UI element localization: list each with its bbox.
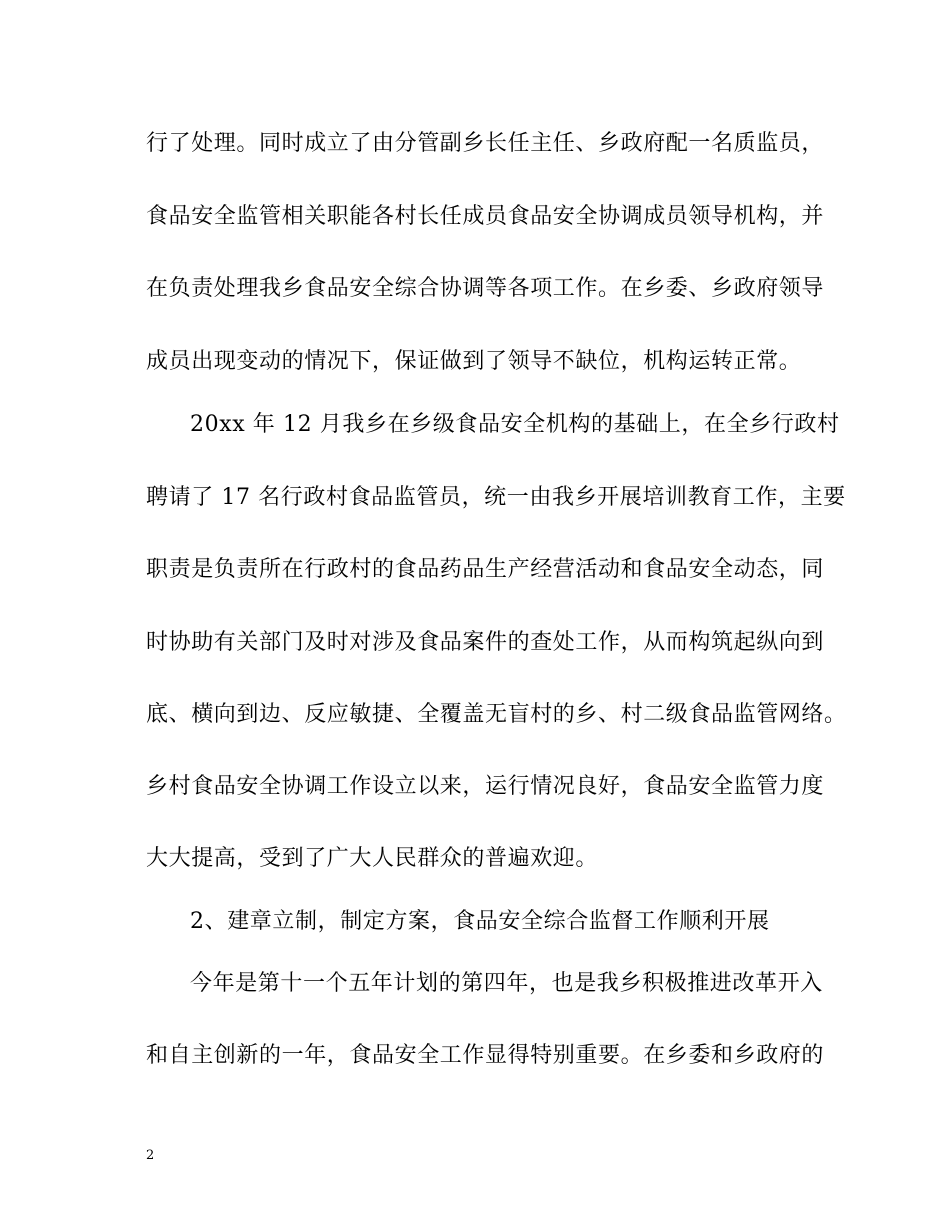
text-line: 大大提高，受到了广大人民群众的普遍欢迎。: [146, 846, 599, 871]
text-line: 聘请了 17 名行政村食品监管员，统一由我乡开展培训教育工作，主要: [146, 485, 846, 510]
text-line: 时协助有关部门及时对涉及食品案件的查处工作，从而构筑起纵向到: [146, 630, 825, 655]
text-line: 乡村食品安全协调工作设立以来，运行情况良好，食品安全监管力度: [146, 774, 825, 799]
paragraph-first-line: 今年是第十一个五年计划的第四年，也是我乡积极推进改革开入: [190, 971, 823, 996]
text-line: 和自主创新的一年，食品安全工作显得特别重要。在乡委和乡政府的: [146, 1043, 825, 1068]
page-number: 2: [146, 1148, 155, 1163]
text-line: 底、横向到边、反应敏捷、全覆盖无盲村的乡、村二级食品监管网络。: [146, 702, 847, 727]
text-line: 行了处理。同时成立了由分管副乡长任主任、乡政府配一名质监员，: [146, 131, 825, 156]
section-heading: 2、建章立制，制定方案，食品安全综合监督工作顺利开展: [190, 909, 770, 934]
text-line: 食品安全监管相关职能各村长任成员食品安全协调成员领导机构，并: [146, 204, 825, 229]
text-line: 职责是负责所在行政村的食品药品生产经营活动和食品安全动态，同: [146, 557, 825, 582]
text-line: 在负责处理我乡食品安全综合协调等各项工作。在乡委、乡政府领导: [146, 276, 825, 301]
paragraph-first-line: 20xx 年 12 月我乡在乡级食品安全机构的基础上，在全乡行政村: [190, 412, 840, 437]
text-line: 成员出现变动的情况下，保证做到了领导不缺位，机构运转正常。: [146, 349, 802, 374]
